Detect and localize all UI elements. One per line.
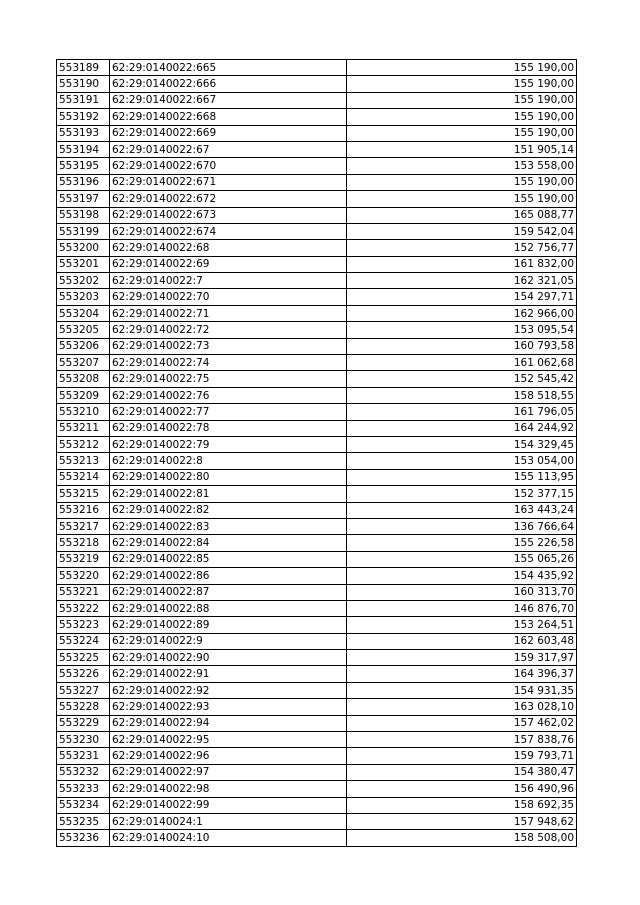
- value-cell: 163 028,10: [347, 699, 577, 715]
- value-cell: 161 796,05: [347, 404, 577, 420]
- row-id-cell: 553211: [57, 420, 110, 436]
- value-cell: 160 313,70: [347, 584, 577, 600]
- row-id-cell: 553226: [57, 666, 110, 682]
- table-row: [57, 125, 577, 141]
- value-cell: 161 062,68: [347, 355, 577, 371]
- value-cell: 152 756,77: [347, 240, 577, 256]
- value-cell: 163 443,24: [347, 502, 577, 518]
- value-cell: 157 462,02: [347, 715, 577, 731]
- cadastral-number-cell: 62:29:0140022:89: [110, 617, 347, 633]
- table-row: [57, 469, 577, 485]
- table-row: [57, 830, 577, 846]
- table-row: [57, 273, 577, 289]
- table-row: [57, 682, 577, 698]
- table-row: [57, 453, 577, 469]
- table-row: [57, 355, 577, 371]
- row-id-cell: 553212: [57, 436, 110, 452]
- cadastral-number-cell: 62:29:0140022:95: [110, 732, 347, 748]
- cadastral-number-cell: 62:29:0140022:71: [110, 305, 347, 321]
- row-id-cell: 553231: [57, 748, 110, 764]
- cadastral-number-cell: 62:29:0140022:670: [110, 158, 347, 174]
- row-id-cell: 553230: [57, 732, 110, 748]
- row-id-cell: 553234: [57, 797, 110, 813]
- cadastral-number-cell: 62:29:0140022:78: [110, 420, 347, 436]
- table-row: [57, 535, 577, 551]
- row-id-cell: 553228: [57, 699, 110, 715]
- cadastral-number-cell: 62:29:0140022:85: [110, 551, 347, 567]
- table-row: [57, 256, 577, 272]
- table-row: [57, 371, 577, 387]
- cadastral-number-cell: 62:29:0140022:668: [110, 109, 347, 125]
- cadastral-number-cell: 62:29:0140022:72: [110, 322, 347, 338]
- row-id-cell: 553233: [57, 781, 110, 797]
- value-cell: 155 190,00: [347, 92, 577, 108]
- value-cell: 157 838,76: [347, 732, 577, 748]
- value-cell: 155 113,95: [347, 469, 577, 485]
- row-id-cell: 553198: [57, 207, 110, 223]
- cadastral-number-cell: 62:29:0140022:9: [110, 633, 347, 649]
- row-id-cell: 553193: [57, 125, 110, 141]
- cadastral-value-table: [56, 59, 577, 847]
- table-row: [57, 764, 577, 780]
- table-row: [57, 338, 577, 354]
- cadastral-number-cell: 62:29:0140022:671: [110, 174, 347, 190]
- row-id-cell: 553206: [57, 338, 110, 354]
- cadastral-number-cell: 62:29:0140022:98: [110, 781, 347, 797]
- row-id-cell: 553236: [57, 830, 110, 846]
- cadastral-number-cell: 62:29:0140022:82: [110, 502, 347, 518]
- table-row: [57, 92, 577, 108]
- table-row: [57, 191, 577, 207]
- cadastral-number-cell: 62:29:0140022:666: [110, 76, 347, 92]
- value-cell: 155 190,00: [347, 76, 577, 92]
- value-cell: 164 396,37: [347, 666, 577, 682]
- cadastral-number-cell: 62:29:0140022:93: [110, 699, 347, 715]
- cadastral-number-cell: 62:29:0140022:96: [110, 748, 347, 764]
- row-id-cell: 553195: [57, 158, 110, 174]
- cadastral-number-cell: 62:29:0140022:87: [110, 584, 347, 600]
- cadastral-number-cell: 62:29:0140022:73: [110, 338, 347, 354]
- row-id-cell: 553213: [57, 453, 110, 469]
- table-row: [57, 420, 577, 436]
- cadastral-number-cell: 62:29:0140022:86: [110, 568, 347, 584]
- value-cell: 162 603,48: [347, 633, 577, 649]
- row-id-cell: 553201: [57, 256, 110, 272]
- table-row: [57, 551, 577, 567]
- value-cell: 159 542,04: [347, 223, 577, 239]
- row-id-cell: 553199: [57, 223, 110, 239]
- value-cell: 153 558,00: [347, 158, 577, 174]
- table-row: [57, 797, 577, 813]
- row-id-cell: 553216: [57, 502, 110, 518]
- row-id-cell: 553202: [57, 273, 110, 289]
- row-id-cell: 553205: [57, 322, 110, 338]
- cadastral-number-cell: 62:29:0140022:81: [110, 486, 347, 502]
- value-cell: 153 095,54: [347, 322, 577, 338]
- table-row: [57, 289, 577, 305]
- table-row: [57, 650, 577, 666]
- table-row: [57, 174, 577, 190]
- value-cell: 160 793,58: [347, 338, 577, 354]
- value-cell: 153 054,00: [347, 453, 577, 469]
- value-cell: 158 518,55: [347, 387, 577, 403]
- cadastral-number-cell: 62:29:0140022:673: [110, 207, 347, 223]
- row-id-cell: 553204: [57, 305, 110, 321]
- cadastral-number-cell: 62:29:0140022:91: [110, 666, 347, 682]
- table-row: [57, 404, 577, 420]
- row-id-cell: 553222: [57, 600, 110, 616]
- cadastral-number-cell: 62:29:0140022:83: [110, 518, 347, 534]
- cadastral-number-cell: 62:29:0140022:79: [110, 436, 347, 452]
- cadastral-number-cell: 62:29:0140022:669: [110, 125, 347, 141]
- cadastral-number-cell: 62:29:0140022:69: [110, 256, 347, 272]
- cadastral-number-cell: 62:29:0140022:94: [110, 715, 347, 731]
- table-row: [57, 617, 577, 633]
- value-cell: 153 264,51: [347, 617, 577, 633]
- cadastral-number-cell: 62:29:0140022:67: [110, 141, 347, 157]
- table-row: [57, 322, 577, 338]
- row-id-cell: 553209: [57, 387, 110, 403]
- value-cell: 158 508,00: [347, 830, 577, 846]
- value-cell: 159 793,71: [347, 748, 577, 764]
- row-id-cell: 553203: [57, 289, 110, 305]
- row-id-cell: 553208: [57, 371, 110, 387]
- cadastral-number-cell: 62:29:0140022:92: [110, 682, 347, 698]
- table-row: [57, 223, 577, 239]
- cadastral-number-cell: 62:29:0140022:97: [110, 764, 347, 780]
- value-cell: 146 876,70: [347, 600, 577, 616]
- value-cell: 156 490,96: [347, 781, 577, 797]
- table-body: [57, 60, 577, 847]
- table-row: [57, 207, 577, 223]
- table-row: [57, 699, 577, 715]
- row-id-cell: 553227: [57, 682, 110, 698]
- table-row: [57, 486, 577, 502]
- table-row: [57, 813, 577, 829]
- cadastral-number-cell: 62:29:0140022:75: [110, 371, 347, 387]
- table-row: [57, 240, 577, 256]
- cadastral-number-cell: 62:29:0140022:80: [110, 469, 347, 485]
- row-id-cell: 553210: [57, 404, 110, 420]
- value-cell: 152 377,15: [347, 486, 577, 502]
- row-id-cell: 553225: [57, 650, 110, 666]
- table-row: [57, 158, 577, 174]
- value-cell: 154 435,92: [347, 568, 577, 584]
- row-id-cell: 553218: [57, 535, 110, 551]
- cadastral-number-cell: 62:29:0140022:8: [110, 453, 347, 469]
- row-id-cell: 553217: [57, 518, 110, 534]
- value-cell: 154 931,35: [347, 682, 577, 698]
- value-cell: 154 380,47: [347, 764, 577, 780]
- cadastral-number-cell: 62:29:0140022:665: [110, 60, 347, 76]
- row-id-cell: 553192: [57, 109, 110, 125]
- table-row: [57, 76, 577, 92]
- cadastral-number-cell: 62:29:0140022:70: [110, 289, 347, 305]
- value-cell: 164 244,92: [347, 420, 577, 436]
- cadastral-number-cell: 62:29:0140024:1: [110, 813, 347, 829]
- cadastral-number-cell: 62:29:0140022:88: [110, 600, 347, 616]
- cadastral-number-cell: 62:29:0140022:74: [110, 355, 347, 371]
- row-id-cell: 553220: [57, 568, 110, 584]
- value-cell: 161 832,00: [347, 256, 577, 272]
- row-id-cell: 553200: [57, 240, 110, 256]
- value-cell: 165 088,77: [347, 207, 577, 223]
- table-row: [57, 387, 577, 403]
- value-cell: 155 190,00: [347, 191, 577, 207]
- cadastral-number-cell: 62:29:0140024:10: [110, 830, 347, 846]
- row-id-cell: 553214: [57, 469, 110, 485]
- row-id-cell: 553207: [57, 355, 110, 371]
- value-cell: 159 317,97: [347, 650, 577, 666]
- row-id-cell: 553191: [57, 92, 110, 108]
- value-cell: 155 190,00: [347, 60, 577, 76]
- row-id-cell: 553197: [57, 191, 110, 207]
- cadastral-number-cell: 62:29:0140022:674: [110, 223, 347, 239]
- row-id-cell: 553215: [57, 486, 110, 502]
- value-cell: 162 321,05: [347, 273, 577, 289]
- row-id-cell: 553196: [57, 174, 110, 190]
- row-id-cell: 553190: [57, 76, 110, 92]
- cadastral-number-cell: 62:29:0140022:7: [110, 273, 347, 289]
- table-row: [57, 633, 577, 649]
- table-row: [57, 305, 577, 321]
- cadastral-number-cell: 62:29:0140022:667: [110, 92, 347, 108]
- table-row: [57, 60, 577, 76]
- cadastral-number-cell: 62:29:0140022:76: [110, 387, 347, 403]
- value-cell: 155 190,00: [347, 109, 577, 125]
- cadastral-number-cell: 62:29:0140022:77: [110, 404, 347, 420]
- table-row: [57, 109, 577, 125]
- table-row: [57, 568, 577, 584]
- table-row: [57, 436, 577, 452]
- value-cell: 151 905,14: [347, 141, 577, 157]
- table-row: [57, 584, 577, 600]
- table-row: [57, 666, 577, 682]
- table-row: [57, 502, 577, 518]
- cadastral-number-cell: 62:29:0140022:68: [110, 240, 347, 256]
- cadastral-number-cell: 62:29:0140022:84: [110, 535, 347, 551]
- row-id-cell: 553194: [57, 141, 110, 157]
- cadastral-number-cell: 62:29:0140022:90: [110, 650, 347, 666]
- value-cell: 155 065,26: [347, 551, 577, 567]
- row-id-cell: 553189: [57, 60, 110, 76]
- table-row: [57, 732, 577, 748]
- value-cell: 152 545,42: [347, 371, 577, 387]
- table-row: [57, 518, 577, 534]
- row-id-cell: 553221: [57, 584, 110, 600]
- table-row: [57, 748, 577, 764]
- table-row: [57, 141, 577, 157]
- value-cell: 155 190,00: [347, 125, 577, 141]
- cadastral-number-cell: 62:29:0140022:672: [110, 191, 347, 207]
- value-cell: 162 966,00: [347, 305, 577, 321]
- value-cell: 155 190,00: [347, 174, 577, 190]
- row-id-cell: 553235: [57, 813, 110, 829]
- table-row: [57, 600, 577, 616]
- row-id-cell: 553223: [57, 617, 110, 633]
- table-row: [57, 781, 577, 797]
- value-cell: 154 329,45: [347, 436, 577, 452]
- cadastral-number-cell: 62:29:0140022:99: [110, 797, 347, 813]
- row-id-cell: 553219: [57, 551, 110, 567]
- row-id-cell: 553224: [57, 633, 110, 649]
- value-cell: 158 692,35: [347, 797, 577, 813]
- value-cell: 154 297,71: [347, 289, 577, 305]
- value-cell: 136 766,64: [347, 518, 577, 534]
- table-row: [57, 715, 577, 731]
- row-id-cell: 553229: [57, 715, 110, 731]
- value-cell: 157 948,62: [347, 813, 577, 829]
- value-cell: 155 226,58: [347, 535, 577, 551]
- row-id-cell: 553232: [57, 764, 110, 780]
